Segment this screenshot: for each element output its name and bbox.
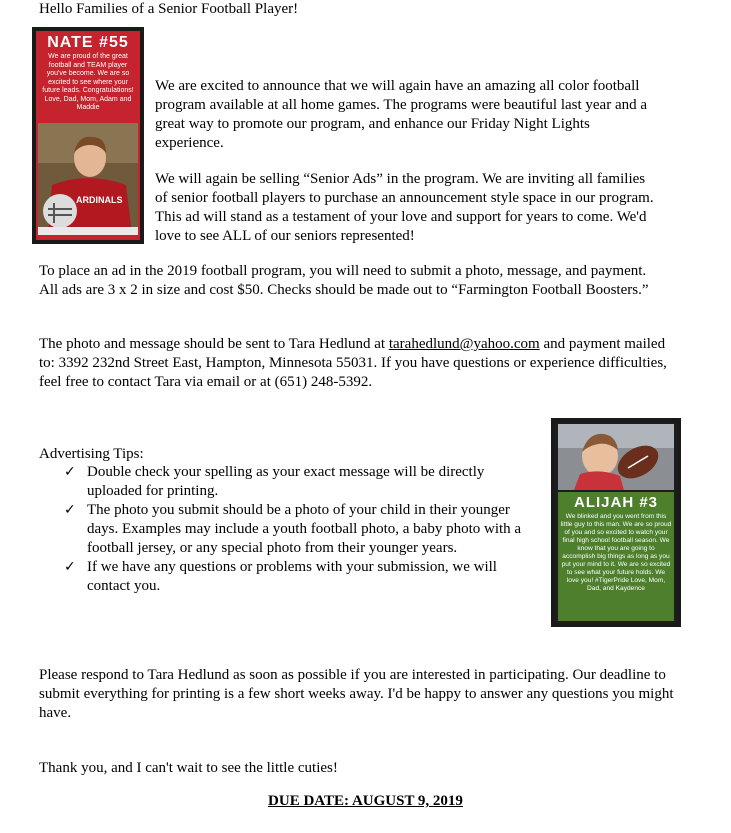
ad-aljah-message: We blinked and you went from this little guy to this man. We are so proud of you and so excited to watch your final high school football season. We know that you are going to accomplish big things as long as you put your mind to it. We are so excited to see what your future holds. We love you! #TigerPride Love, Mom, Dad, and Kaydence <box>560 513 672 592</box>
nate-photo-illustration <box>38 123 138 235</box>
tip-item <box>64 501 534 558</box>
contact-paragraph <box>39 335 669 392</box>
senior-ad-nate <box>32 27 144 244</box>
senior-ad-aljah <box>551 418 681 627</box>
ad-nate-message: We are proud of the great football and TEAM player you've become. We are so excited to see where your future leads. Congratulations! Love, Dad, Mom, Adam and Maddie <box>42 53 134 111</box>
closing-line: Thank you, and I can't wait to see the little cuties! <box>39 760 338 776</box>
checkmark-icon: ✓ <box>64 502 76 518</box>
contact-text-after-email: and payment mailed to: 3392 232nd Street East, Hampton, Minnesota 55031. If you have questions or experience difficulties, feel free to contact Tara via email or at (651) 248-5392. <box>39 336 667 390</box>
aljah-photo-illustration <box>558 424 674 490</box>
tip-text: The photo you submit should be a photo of your child in their younger days. Examples may include a youth football photo, a baby photo with a football jersey, or any special photo from their younger years. <box>87 502 522 556</box>
nate-childhood-photo <box>38 123 138 235</box>
tip-text: If we have any questions or problems with your submission, we will contact you. <box>87 559 497 594</box>
checkmark-icon: ✓ <box>64 559 76 575</box>
aljah-childhood-photo <box>558 424 674 490</box>
place-ad-paragraph: To place an ad in the 2019 football program, you will need to submit a photo, message, and payment. All ads are 3 x 2 in size and cost $50. Checks should be made out to “Farmington Football Boosters.” <box>39 263 649 298</box>
tips-list <box>64 463 534 596</box>
tip-item <box>64 558 534 596</box>
senior-ads-paragraph: We will again be selling “Senior Ads” in the program. We are inviting all families of senior football players to purchase an announcement style space in our program. This ad will stand as a testament of your love and support for years to come. We'd love to see ALL of our seniors represented! <box>155 171 654 244</box>
ad-nate-title: NATE #55 <box>47 34 129 51</box>
contact-text-before-email: The photo and message should be sent to Tara Hedlund at <box>39 336 389 352</box>
respond-paragraph: Please respond to Tara Hedlund as soon as possible if you are interested in participating. Our deadline to submit everything for printing is a few short weeks away. I'd be happy to answer any questions you might have. <box>39 667 674 721</box>
intro-paragraph: We are excited to announce that we will again have an amazing all color football program available at all home games. The programs were beautiful last year and a great way to promote our program, and enhance our Friday Night Lights experience. <box>155 78 648 151</box>
checkmark-icon: ✓ <box>64 464 76 480</box>
nate-jersey-text: ARDINALS <box>76 195 123 205</box>
due-date: DUE DATE: AUGUST 9, 2019 <box>268 793 463 809</box>
email-link[interactable]: tarahedlund@yahoo.com <box>388 336 540 352</box>
tip-text: Double check your spelling as your exact message will be directly uploaded for printing. <box>87 464 485 499</box>
tips-heading: Advertising Tips: <box>39 446 144 462</box>
tip-item <box>64 463 534 501</box>
aljah-message-panel <box>558 492 674 621</box>
ad-aljah-title: ALIJAH #3 <box>573 494 659 511</box>
greeting: Hello Families of a Senior Football Player! <box>39 1 299 17</box>
